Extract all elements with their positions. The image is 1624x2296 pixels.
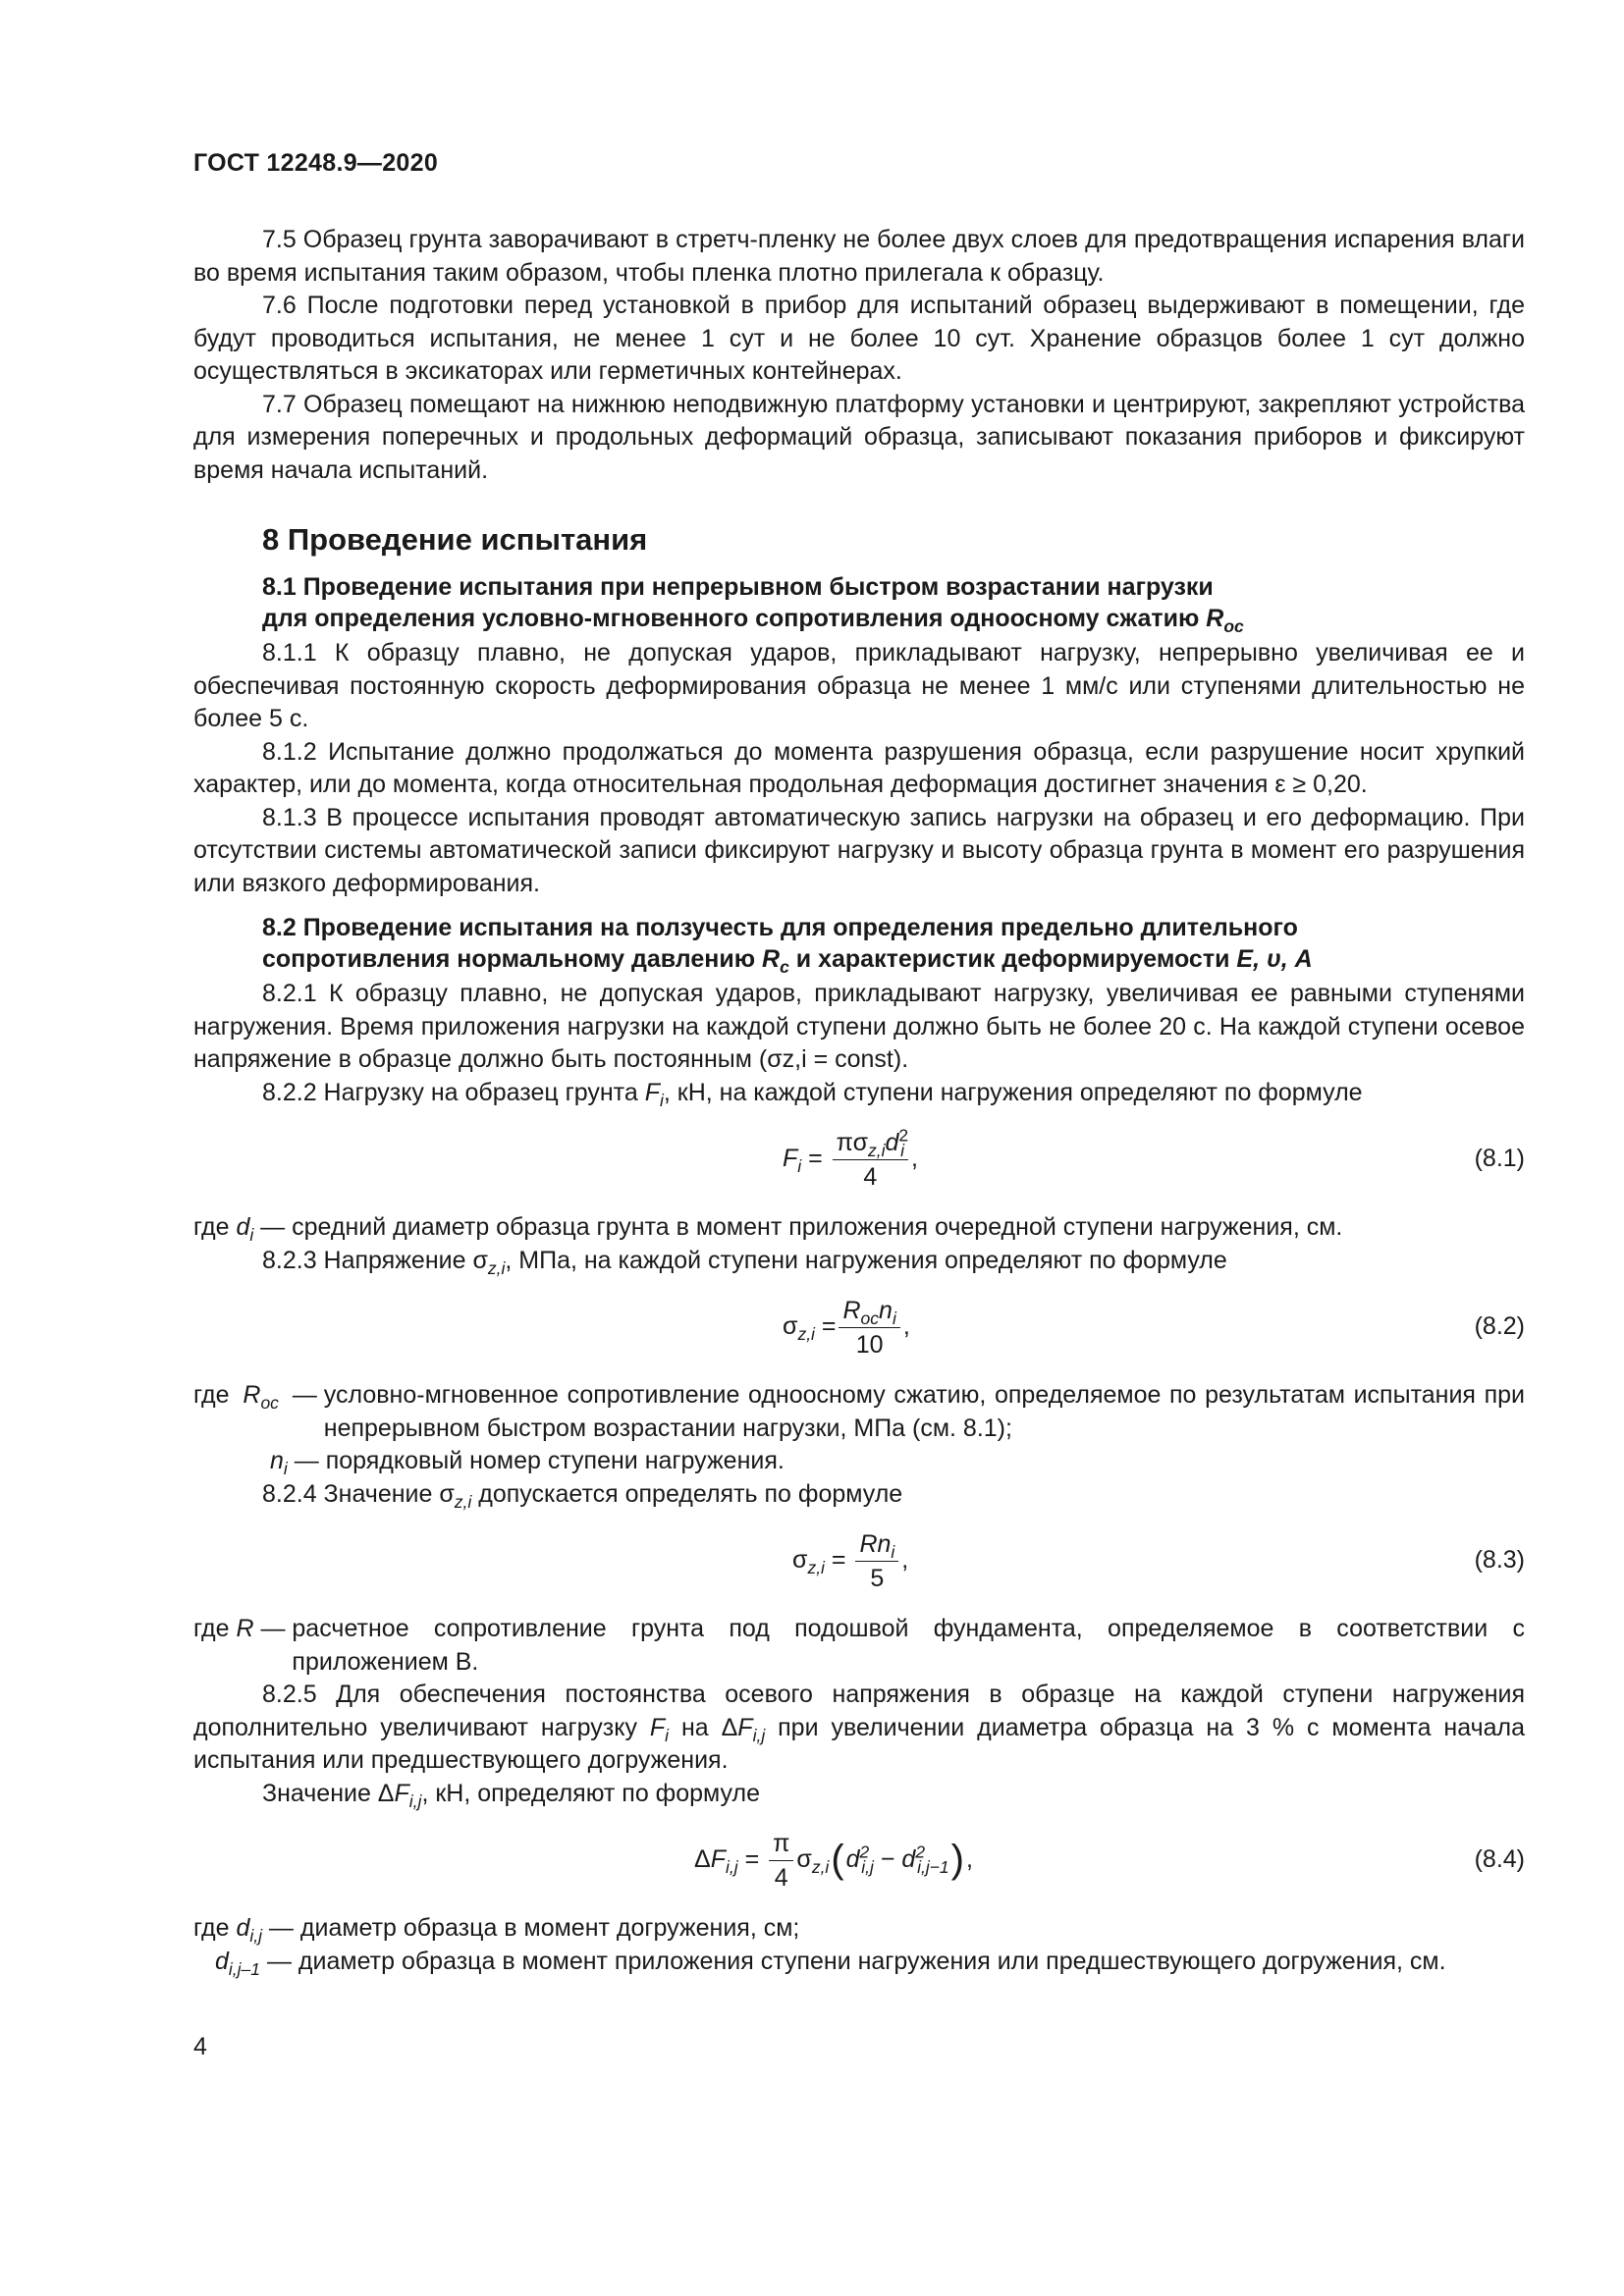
subsection-8-1-title: [262, 571, 1525, 634]
document-header: ГОСТ 12248.9—2020: [193, 149, 439, 177]
subsection-8-2-line1: 8.2 Проведение испытания на ползучесть для определения предельно длительного: [262, 914, 1298, 941]
where-di: где $d_i$ — средний диаметр образца грунта в момент приложения очередной ступени нагружения, см.: [193, 1213, 1343, 1245]
where-dij-1: $d_{i,j-1}$ — диаметр образца в момент приложения ступени нагружения или предшествующего догружения, см.: [215, 1947, 1446, 1979]
page-number: 4: [193, 2033, 207, 2060]
subsection-8-1-line2: для определения условно-мгновенного сопротивления одноосному сжатию: [262, 605, 1207, 632]
paragraph-8-2-3: 8.2.3 Напряжение $\sigma_{z,i}$, МПа, на каждой ступени нагружения определяют по формуле: [262, 1246, 1227, 1278]
paragraph-8-1-1: 8.1.1 К образцу плавно, не допуская ударов, прикладывают нагрузку, непрерывно увеличивая ее и обеспечивая постоянную скорость деформирования образца не менее 1 мм/с или ступенями длительностью не более 5 с.: [193, 639, 1525, 732]
formula-8-3-expression: $\sigma_{z,i}$ = $\frac{Rn_i}{5}$ ,: [792, 1529, 909, 1592]
formula-8-3-fraction: $\frac{Rn_i}{5}$: [855, 1529, 898, 1593]
where-roc: где $R_{oc}$ — условно-мгновенное сопротивление одноосному сжатию, определяемое по результатам испытания при непрерывном быстром возрастании нагрузки, МПа (см. 8.1);: [193, 1381, 1525, 1442]
formula-8-2-expression: $\sigma_{z,i}$ = $\frac{R_{oc}n_i}{10}$ ,: [783, 1296, 910, 1359]
formula-8-2-fraction: $\frac{R_{oc}n_i}{10}$: [839, 1296, 899, 1360]
paragraph-8-2-5: 8.2.5 Для обеспечения постоянства осевого напряжения в образце на каждой ступени нагружения дополнительно увеличивают нагрузку $F_i$ на $\Delta F_{i,j}$ при увеличении диаметра образца на 3 % с момента начала испытания или предшествующего догружения.: [193, 1681, 1525, 1774]
formula-8-1-number: (8.1): [1474, 1145, 1525, 1173]
subsection-8-1-line1: 8.1 Проведение испытания при непрерывном быстром возрастании нагрузки: [262, 573, 1214, 601]
document-body: [193, 224, 1525, 1978]
paragraph-7-6: 7.6 После подготовки перед установкой в прибор для испытаний образец выдерживают в помещении, где будут проводиться испытания, не менее 1 сут и не более 10 сут. Хранение образцов более 1 сут должно осуществляться в эксикаторах или герметичных контейнерах.: [193, 292, 1525, 385]
paragraph-8-2-1: 8.2.1 К образцу плавно, не допуская ударов, прикладывают нагрузку, увеличивая ее равными ступенями нагружения. Время приложения нагрузки на каждой ступени должно быть не более 20 с. На каждой ступени осевое напряжение в образце должно быть постоянным (σz,i = const).: [193, 980, 1525, 1073]
formula-8-4-expression: $\Delta F_{i,j}$ = $\frac{\pi}{4}$ $\sigma_{z,i}$ ( $d^2_{i,j}$ − $d^2_{i,j-1}$ ) ,: [694, 1829, 973, 1892]
formula-8-1-expression: $F_i$ = $\frac{\pi\sigma_{z,i}d^2_i}{4}$ ,: [783, 1125, 918, 1191]
formula-8-2-number: (8.2): [1474, 1312, 1525, 1341]
paragraph-7-7: 7.7 Образец помещают на нижнюю неподвижную платформу установки и центрируют, закрепляют устройства для измерения поперечных и продольных деформаций образца, записывают показания приборов и фиксируют время начала испытаний.: [193, 390, 1525, 484]
formula-8-1-fraction: $\frac{\pi\sigma_{z,i}d^2_i}{4}$: [833, 1128, 908, 1192]
document-page: [193, 0, 1525, 2296]
formula-8-4-number: (8.4): [1474, 1845, 1525, 1874]
paragraph-8-2-2: 8.2.2 Нагрузку на образец грунта $F_i$, кН, на каждой ступени нагружения определяют по формуле: [262, 1078, 1363, 1110]
where-ni: $n_i$ — порядковый номер ступени нагружения.: [270, 1447, 785, 1478]
rc-symbol: $R_c$: [762, 945, 789, 977]
subsection-8-2-title: 8.2 Проведение испытания на ползучесть для определения предельно длительного сопротивления нормальному давлению $R_c$ и характеристик деформируемости E, υ, A: [262, 914, 1313, 977]
formula-8-1: [193, 1117, 1525, 1201]
paragraph-7-5: 7.5 Образец грунта заворачивают в стретч-пленку не более двух слоев для предотвращения испарения влаги во время испытания таким образом, чтобы пленка плотно прилегала к образцу.: [193, 226, 1525, 287]
where-dij: где $d_{i,j}$ — диаметр образца в момент догружения, см;: [193, 1914, 800, 1946]
formula-8-3-number: (8.3): [1474, 1546, 1525, 1575]
formula-8-2: [193, 1285, 1525, 1369]
where-r: где R — расчетное сопротивление грунта под подошвой фундамента, определяемое в соответствии с приложением В.: [193, 1615, 1525, 1676]
deformation-characteristics: E, υ, A: [1236, 945, 1313, 973]
formula-8-3: [193, 1519, 1525, 1603]
section-8-title: 8 Проведение испытания: [262, 522, 648, 557]
formula-8-4: [193, 1818, 1525, 1902]
paragraph-8-1-2: 8.1.2 Испытание должно продолжаться до момента разрушения образца, если разрушение носит хрупкий характер, или до момента, когда относительная продольная деформация достигнет значения ε ≥ 0,20.: [193, 737, 1525, 798]
formula-8-4-fraction: $\frac{\pi}{4}$: [769, 1829, 793, 1893]
paragraph-delta-f: Значение $\Delta F_{i,j}$, кН, определяют по формуле: [262, 1779, 760, 1811]
paragraph-8-1-3: 8.1.3 В процессе испытания проводят автоматическую запись нагрузки на образец и его деформацию. При отсутствии системы автоматической записи фиксируют нагрузку и высоту образца грунта в момент его разрушения или вязкого деформирования.: [193, 803, 1525, 897]
roc-symbol: $R_{oc}$: [1206, 605, 1244, 636]
paragraph-8-2-4: 8.2.4 Значение $\sigma_{z,i}$ допускается определять по формуле: [262, 1479, 903, 1512]
